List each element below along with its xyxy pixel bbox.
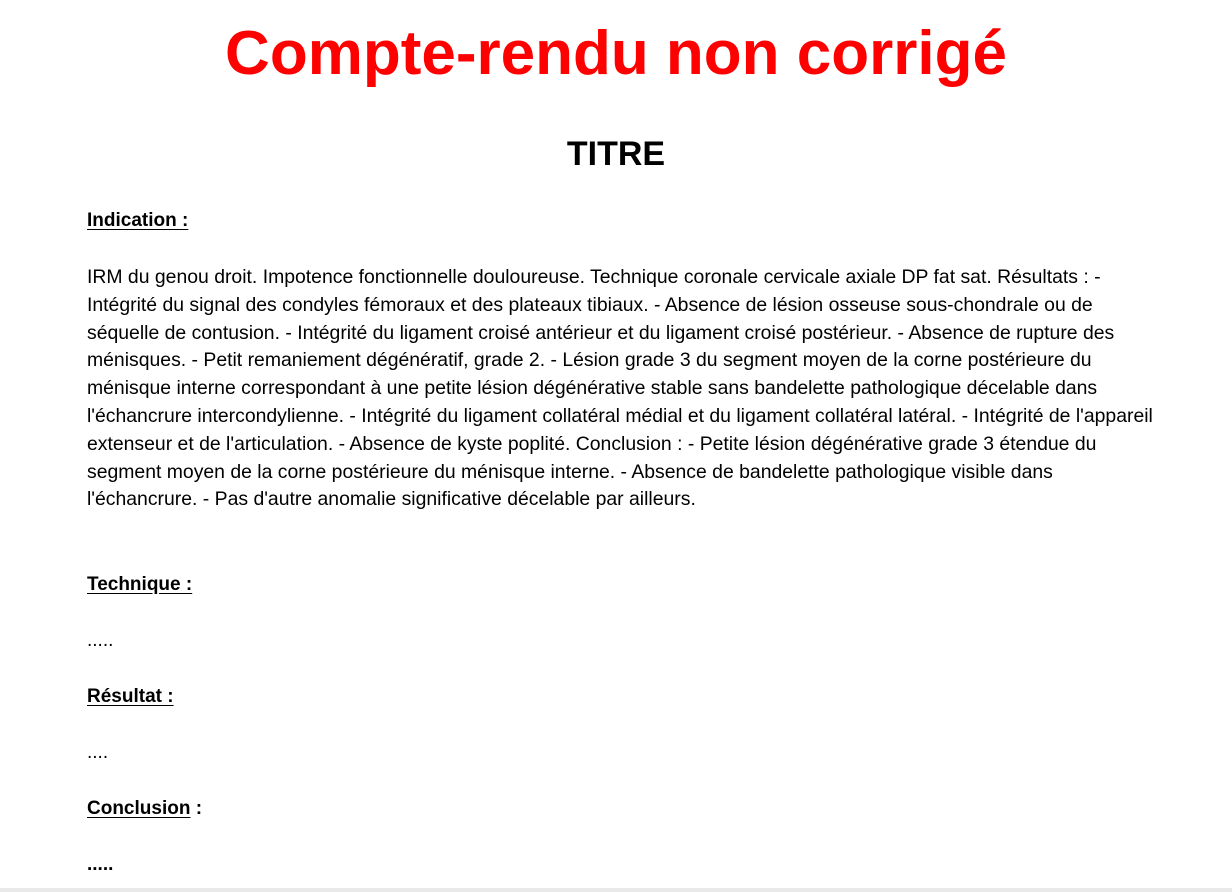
indication-heading-label: Indication :: [87, 210, 189, 231]
technique-body: .....: [87, 630, 114, 651]
resultat-heading-label: Résultat :: [87, 686, 174, 707]
conclusion-body: .....: [87, 854, 114, 875]
conclusion-heading-colon: :: [190, 798, 203, 819]
indication-heading: [87, 208, 188, 234]
technique-heading: [87, 572, 192, 598]
technique-heading-label: Technique :: [87, 574, 193, 595]
resultat-body: ....: [87, 742, 109, 763]
indication-body: IRM du genou droit. Impotence fonctionnelle douloureuse. Technique coronale cervicale axiale DP fat sat. Résultats : - Intégrité du signal des condyles fémoraux et des plateaux tibiaux. - Absence de lésion osseuse sous-chondrale ou de séquelle de contusion. - Intégrité du ligament croisé antérieur et du ligament croisé postérieur. - Absence de rupture des ménisques. - Petit remaniement dégénératif, grade 2. - Lésion grade 3 du segment moyen de la corne postérieure du ménisque interne correspondant à une petite lésion dégénérative stable sans bandelette pathologique décelable dans l'échancrure intercondylienne. - Intégrité du ligament collatéral médial et du ligament collatéral latéral. - Intégrité de l'appareil extenseur et de l'articulation. - Absence de kyste poplité. Conclusion : - Petite lésion dégénérative grade 3 étendue du segment moyen de la corne postérieure du ménisque interne. - Absence de bandelette pathologique visible dans l'échancrure. - Pas d'autre anomalie significative décelable par ailleurs.: [87, 266, 1153, 511]
page-bottom-edge: [0, 888, 1232, 892]
document-title: TITRE: [566, 135, 666, 173]
conclusion-heading-label: Conclusion: [87, 798, 191, 819]
resultat-heading: [87, 684, 174, 710]
uncorrected-report-banner: Compte-rendu non corrigé: [225, 19, 1007, 88]
conclusion-heading: [87, 796, 202, 822]
